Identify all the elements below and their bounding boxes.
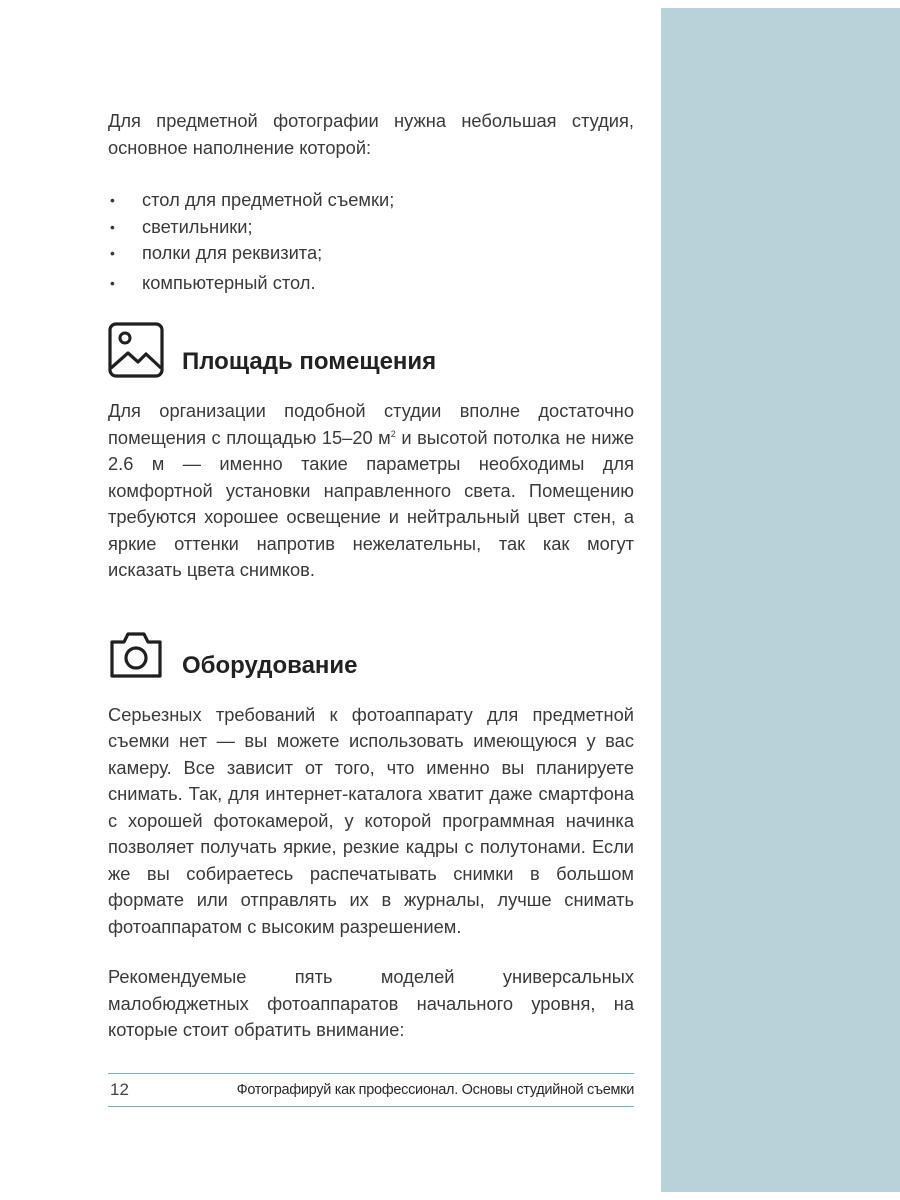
list-item: • полки для реквизита;	[108, 240, 634, 267]
page-number: 12	[110, 1080, 129, 1099]
section-title-equipment: Оборудование	[182, 651, 358, 679]
intro-paragraph: Для предметной фотографии нужна небольшая студия, основное наполнение которой:	[108, 110, 634, 158]
studio-items-list	[108, 187, 634, 296]
image-icon	[108, 322, 164, 378]
section-heading-equipment	[108, 626, 634, 682]
footer-rule-top	[108, 1073, 634, 1074]
bullet-icon: •	[110, 218, 115, 235]
section-heading-area	[108, 322, 634, 378]
models-paragraph: Рекомендуемые пять моделей универсальных малобюджетных фотоаппаратов начального уровня, на которые стоит обратить внимание:	[108, 966, 634, 1040]
bullet-icon: •	[110, 245, 115, 261]
list-item: • компьютерный стол.	[108, 270, 634, 297]
area-paragraph: Для организации подобной студии вполне достаточно помещения с площадью 15–20 $м^2$ и высотой потолка не ниже 2.6 м — именно такие параметры необходимы для комфортной установки направленного света. Помещению требуются хорошее освещение и нейтральный цвет стен, а яркие оттенки напротив нежелательны, так как могут исказать цвета снимков.	[108, 400, 634, 580]
equipment-paragraph: Серьезных требований к фотоаппарату для предметной съемки нет — вы можете использовать имеющуюся у вас камеру. Все зависит от того, что именно вы планируете снимать. Так, для интернет-каталога хватит даже смартфона с хорошей фотокамерой, у которой программная начинка позволяет получать яркие, резкие кадры с полутонами. Если же вы собираетесь распечатывать снимки в большом формате или отправлять их в журналы, лучше снимать фотоаппаратом с высоким разрешением.	[108, 703, 634, 937]
section-title-area: Площадь помещения	[182, 348, 437, 375]
page-content	[108, 108, 634, 1044]
running-footer-title: Фотографируй как профессионал. Основы студийной съемки	[236, 1082, 634, 1098]
side-color-band	[661, 8, 900, 1192]
list-item: • стол для предметной съемки;	[108, 187, 634, 214]
camera-icon	[108, 626, 164, 682]
bullet-icon: •	[110, 192, 115, 208]
bullet-icon: •	[110, 274, 115, 291]
list-item: • светильники;	[108, 214, 634, 241]
footer-rule-bottom	[108, 1106, 634, 1107]
